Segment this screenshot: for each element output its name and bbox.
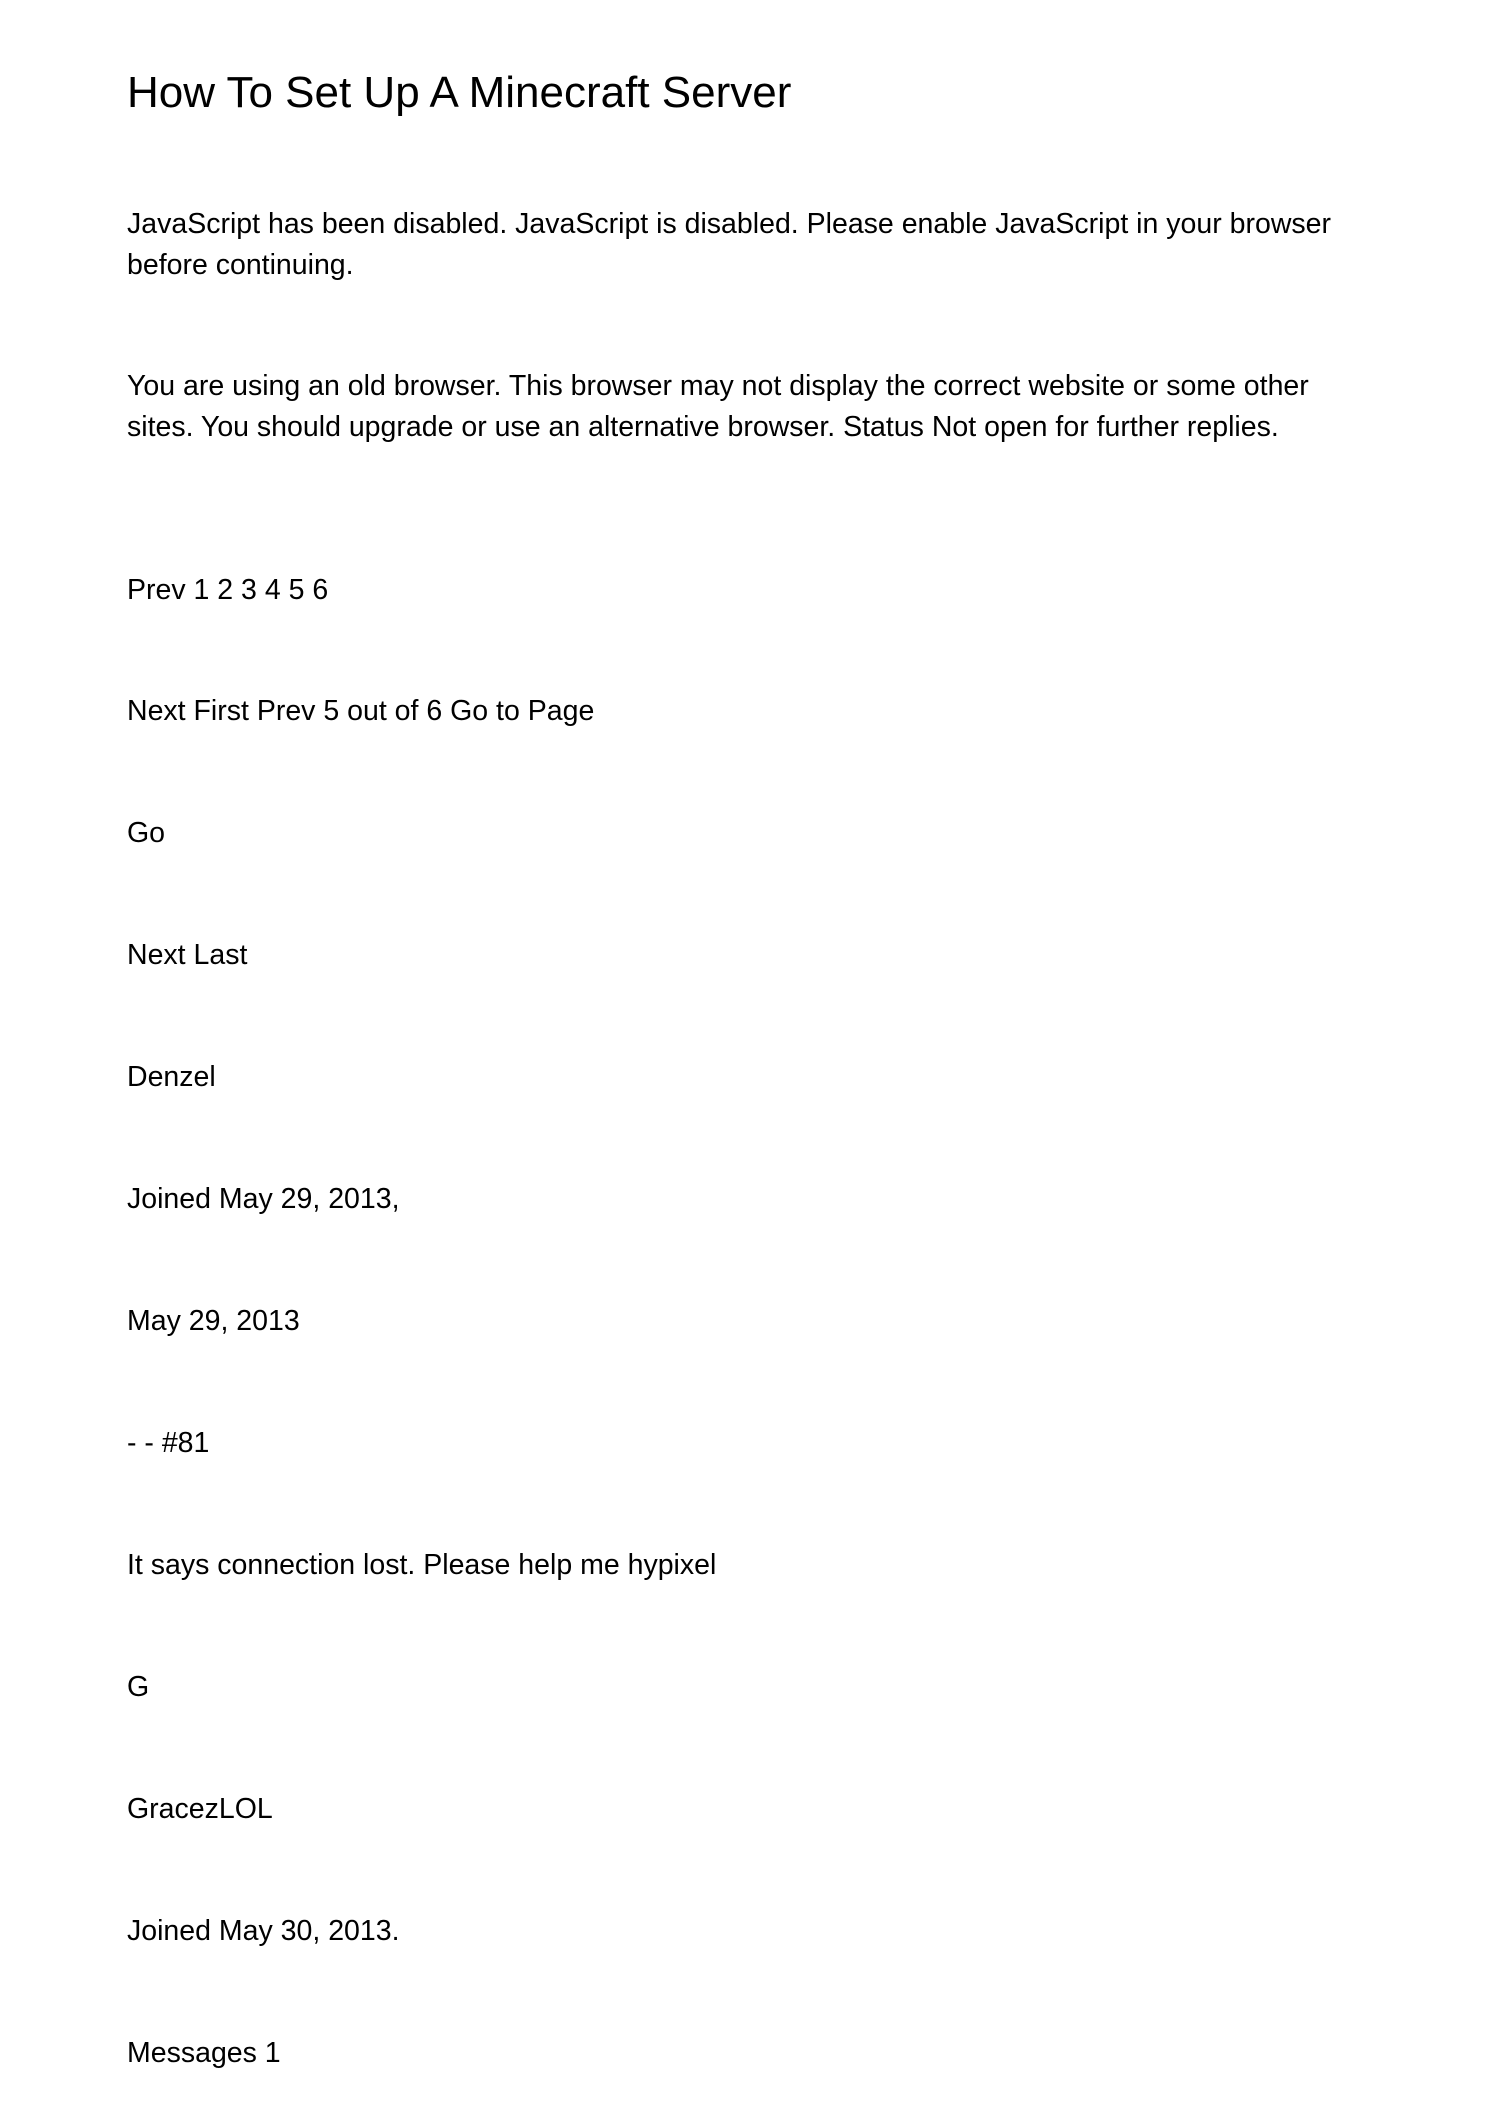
post-body: It says connection lost. Please help me hypixel [127,1549,717,1581]
pagination-status: Next First Prev 5 out of 6 Go to Page [127,695,595,727]
old-browser-notice: You are using an old browser. This browser may not display the correct website or some other sites. You should upgrade or use an alternative browser. Status Not open for further replies. [127,370,1309,443]
avatar-initial: G [127,1671,150,1703]
post-date: May 29, 2013 [127,1305,300,1337]
pagination-next-last: Next Last [127,939,248,971]
reply-author-messages: Messages 1 [127,2037,281,2069]
go-text: Go [127,817,166,849]
post-author-joined: Joined May 29, 2013, [127,1183,400,1215]
reply-author-joined: Joined May 30, 2013. [127,1915,400,1947]
pagination-pages: Prev 1 2 3 4 5 6 [127,574,329,606]
javascript-disabled-notice: JavaScript has been disabled. JavaScript is disabled. Please enable JavaScript in your browser before continuing. [127,208,1331,281]
page-title: How To Set Up A Minecraft Server [127,68,792,117]
reply-author-name: GracezLOL [127,1793,273,1825]
post-author-name: Denzel [127,1061,216,1093]
post-number: - - #81 [127,1427,210,1459]
